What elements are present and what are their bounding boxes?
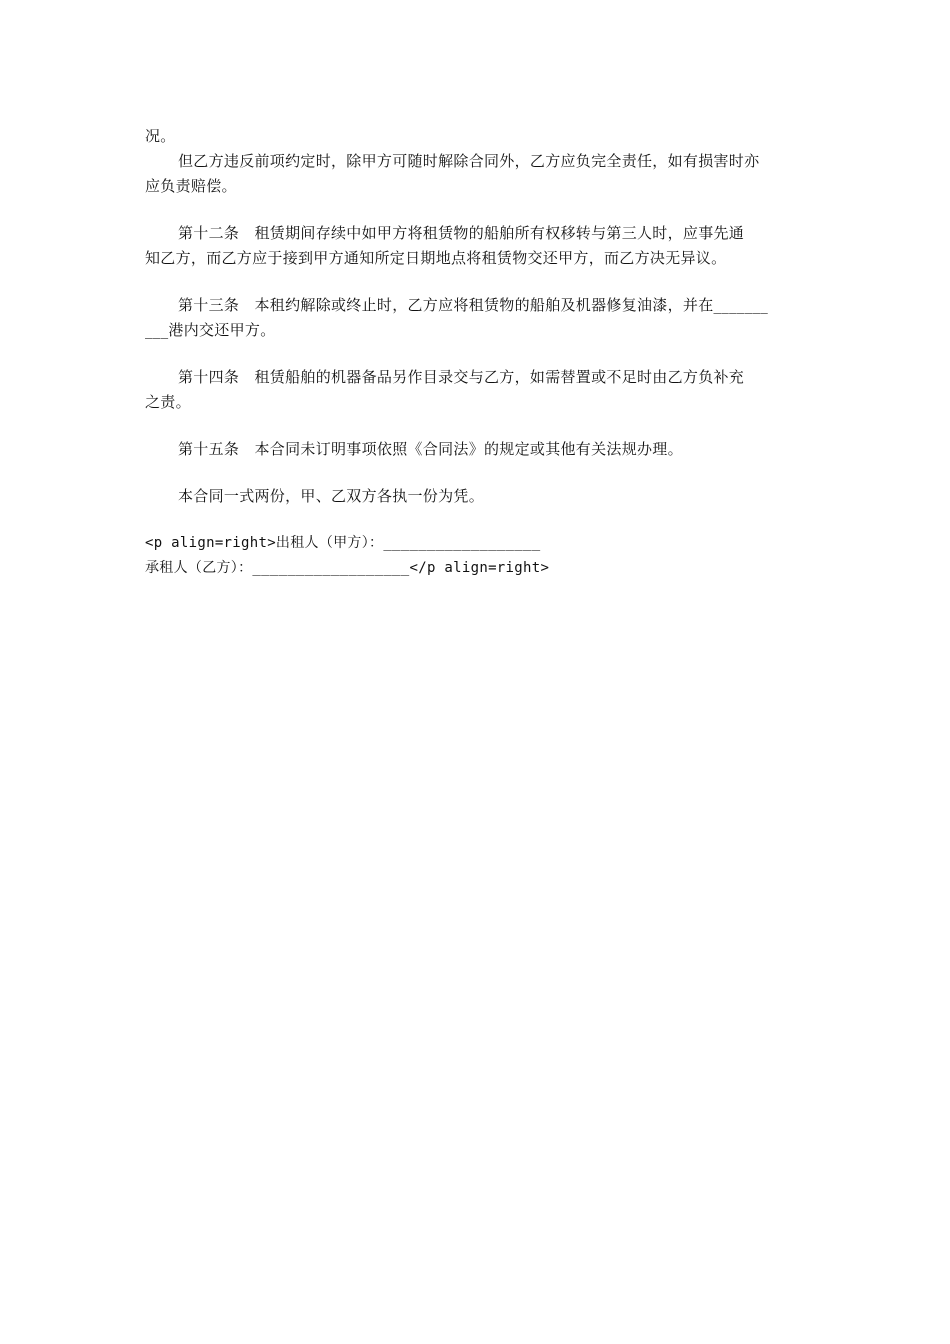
article-13-line-1: 第十三条 本租约解除或终止时，乙方应将租赁物的船舶及机器修复油漆，并在_______ (178, 296, 769, 314)
paragraph-gap (145, 462, 810, 484)
document-body (145, 124, 810, 581)
lessee-signature-line: 承租人（乙方）：__________________</p align=right> (145, 560, 550, 576)
article-12-line-2: 知乙方，而乙方应于接到甲方通知所定日期地点将租赁物交还甲方，而乙方决无异议。 (145, 249, 727, 267)
paragraph-gap (145, 509, 810, 531)
paragraph-gap (145, 415, 810, 437)
lessor-signature-line: <p align=right>出租人（甲方）：__________________ (145, 535, 541, 551)
paragraph-continuation: 况。 (145, 127, 176, 145)
article-14-line-2: 之责。 (145, 393, 191, 411)
article-12-line-1: 第十二条 租赁期间存续中如甲方将租赁物的船舶所有权移转与第三人时，应事先通 (178, 224, 745, 242)
paragraph-breach-line-1: 但乙方违反前项约定时，除甲方可随时解除合同外，乙方应负完全责任，如有损害时亦 (178, 152, 760, 170)
article-13-line-2: ___港内交还甲方。 (145, 321, 276, 339)
paragraph-breach-line-2: 应负责赔偿。 (145, 177, 237, 195)
paragraph-gap (145, 199, 810, 221)
copies-clause-line: 本合同一式两份，甲、乙双方各执一份为凭。 (178, 487, 485, 505)
article-14-line-1: 第十四条 租赁船舶的机器备品另作目录交与乙方，如需替置或不足时由乙方负补充 (178, 368, 745, 386)
article-15-line: 第十五条 本合同未订明事项依照《合同法》的规定或其他有关法规办理。 (178, 440, 683, 458)
paragraph-gap (145, 343, 810, 365)
paragraph-gap (145, 271, 810, 293)
